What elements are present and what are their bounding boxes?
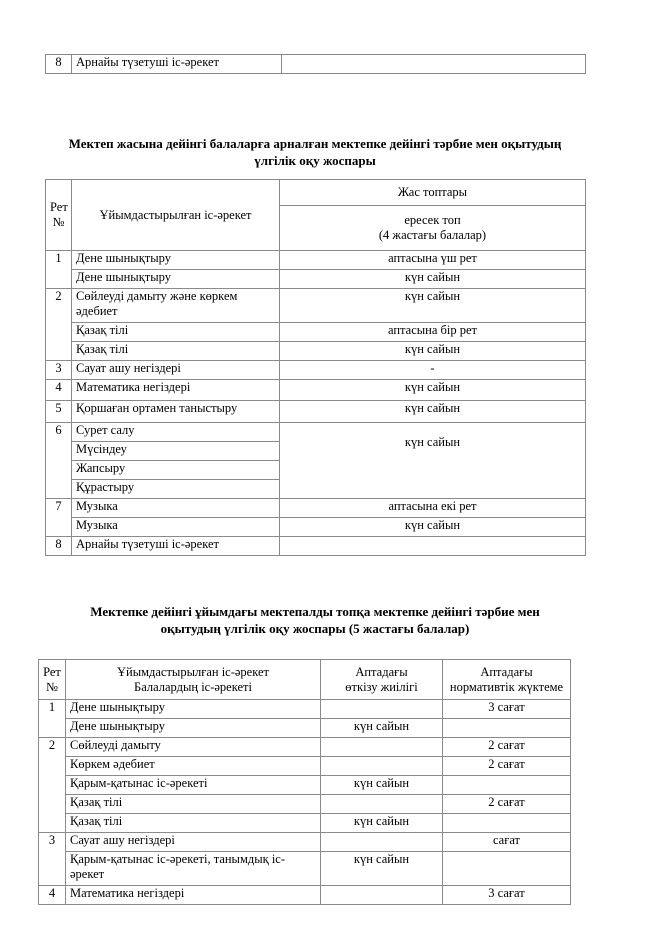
row-number: 4 [46, 380, 72, 401]
section1-title-line1: Мектеп жасына дейінгі балаларға арналған мектепке дейінгі тәрбие мен оқытудың [68, 136, 562, 151]
activity-name: Сөйлеуді дамыту және көркем әдебиет [72, 289, 280, 323]
activity-name: Музыка [72, 518, 280, 537]
table-row [46, 270, 586, 289]
table-row [46, 342, 586, 361]
header-num: Рет № [39, 660, 66, 700]
activity-value [282, 55, 586, 74]
activity-value: күн сайын [280, 270, 586, 289]
frequency-value [321, 833, 443, 852]
activity-name: Қазақ тілі [72, 323, 280, 342]
load-value: 2 сағат [443, 795, 571, 814]
activity-name: Жапсыру [72, 461, 280, 480]
header-load-line2: нормативтік жүктеме [449, 679, 564, 694]
table-row [39, 700, 571, 719]
frequency-value [321, 700, 443, 719]
section1-title-line2: үлгілік оқу жоспары [254, 153, 376, 168]
activity-value: аптасына үш рет [280, 251, 586, 270]
activity-name: Қарым-қатынас іс-әрекеті, танымдық іс-әрекет [66, 852, 321, 886]
table-row [46, 55, 586, 74]
section1-title [30, 135, 600, 169]
header-group-line2: (4 жастағы балалар) [378, 228, 487, 242]
table-row [46, 251, 586, 270]
header-activity: Ұйымдастырылған іс-әрекет [72, 180, 280, 251]
activity-value: күн сайын [280, 423, 586, 499]
load-value [443, 719, 571, 738]
activity-value: күн сайын [280, 518, 586, 537]
table-row [39, 757, 571, 776]
section2-table [38, 659, 571, 905]
activity-name: Қоршаған ортамен таныстыру [72, 401, 280, 423]
header-num: Рет № [46, 180, 72, 251]
table-row [39, 814, 571, 833]
section2-title-line1: Мектепке дейінгі ұйымдағы мектепалды топқа мектепке дейінгі тәрбие мен [90, 604, 540, 619]
activity-name: Арнайы түзетуші іс-әрекет [72, 537, 280, 556]
section1-table [45, 179, 586, 556]
table-row [39, 886, 571, 905]
header-frequency-line1: Аптадағы [355, 664, 408, 679]
section2-title-line2: оқытудың үлгілік оқу жоспары (5 жастағы балалар) [160, 621, 470, 636]
top-fragment-table [45, 54, 586, 74]
frequency-value: күн сайын [321, 814, 443, 833]
activity-value [280, 537, 586, 556]
activity-name: Көркем әдебиет [66, 757, 321, 776]
table-row [46, 289, 586, 323]
activity-name: Қазақ тілі [66, 795, 321, 814]
header-activity-line1: Ұйымдастырылған іс-әрекет [116, 664, 270, 679]
table-row [46, 499, 586, 518]
table-row [46, 518, 586, 537]
activity-name: Дене шынықтыру [72, 270, 280, 289]
frequency-value [321, 886, 443, 905]
activity-value: аптасына бір рет [280, 323, 586, 342]
activity-value: күн сайын [280, 342, 586, 361]
table-row [39, 852, 571, 886]
load-value: сағат [443, 833, 571, 852]
header-load-line1: Аптадағы [480, 664, 533, 679]
activity-name: Музыка [72, 499, 280, 518]
activity-name: Дене шынықтыру [66, 719, 321, 738]
header-row [39, 660, 571, 700]
row-number: 5 [46, 401, 72, 423]
row-number: 8 [46, 537, 72, 556]
activity-value: аптасына екі рет [280, 499, 586, 518]
table-row [39, 738, 571, 757]
activity-name: Математика негіздері [66, 886, 321, 905]
table-row [46, 401, 586, 423]
activity-name: Қазақ тілі [66, 814, 321, 833]
frequency-value: күн сайын [321, 776, 443, 795]
table-row [39, 719, 571, 738]
load-value [443, 814, 571, 833]
row-number: 2 [39, 738, 66, 833]
activity-name: Дене шынықтыру [72, 251, 280, 270]
activity-name: Сурет салу [72, 423, 280, 442]
table-row [39, 795, 571, 814]
activity-name: Мүсіндеу [72, 442, 280, 461]
header-age-groups: Жас топтары [280, 180, 586, 206]
activity-name: Арнайы түзетуші іс-әрекет [72, 55, 282, 74]
load-value [443, 852, 571, 886]
header-load [443, 660, 571, 700]
header-activity [66, 660, 321, 700]
row-number: 4 [39, 886, 66, 905]
activity-name: Математика негіздері [72, 380, 280, 401]
activity-name: Қарым-қатынас іс-әрекеті [66, 776, 321, 795]
frequency-value [321, 795, 443, 814]
section2-title [30, 603, 600, 637]
load-value: 2 сағат [443, 738, 571, 757]
header-group-line1: ересек топ [404, 213, 461, 227]
frequency-value [321, 738, 443, 757]
row-number: 6 [46, 423, 72, 499]
table-row [39, 776, 571, 795]
activity-name: Дене шынықтыру [66, 700, 321, 719]
table-row [46, 537, 586, 556]
row-number: 7 [46, 499, 72, 537]
table-row [46, 323, 586, 342]
row-number: 1 [39, 700, 66, 738]
activity-name: Сауат ашу негіздері [72, 361, 280, 380]
activity-value: күн сайын [280, 289, 586, 323]
frequency-value: күн сайын [321, 852, 443, 886]
load-value [443, 776, 571, 795]
row-number: 8 [46, 55, 72, 74]
activity-name: Сөйлеуді дамыту [66, 738, 321, 757]
activity-name: Сауат ашу негіздері [66, 833, 321, 852]
activity-value: - [280, 361, 586, 380]
table-row [46, 423, 586, 442]
load-value: 3 сағат [443, 886, 571, 905]
load-value: 2 сағат [443, 757, 571, 776]
frequency-value [321, 757, 443, 776]
header-row [46, 180, 586, 206]
activity-name: Қазақ тілі [72, 342, 280, 361]
header-frequency-line2: өткізу жиілігі [345, 679, 418, 694]
table-row [46, 380, 586, 401]
activity-value: күн сайын [280, 380, 586, 401]
table-row [39, 833, 571, 852]
header-frequency [321, 660, 443, 700]
activity-value: күн сайын [280, 401, 586, 423]
frequency-value: күн сайын [321, 719, 443, 738]
activity-name: Құрастыру [72, 480, 280, 499]
load-value: 3 сағат [443, 700, 571, 719]
row-number: 3 [46, 361, 72, 380]
table-row [46, 361, 586, 380]
row-number: 3 [39, 833, 66, 886]
row-number: 1 [46, 251, 72, 289]
row-number: 2 [46, 289, 72, 361]
header-activity-line2: Балалардың іс-әрекеті [134, 679, 252, 694]
header-group [280, 206, 586, 251]
